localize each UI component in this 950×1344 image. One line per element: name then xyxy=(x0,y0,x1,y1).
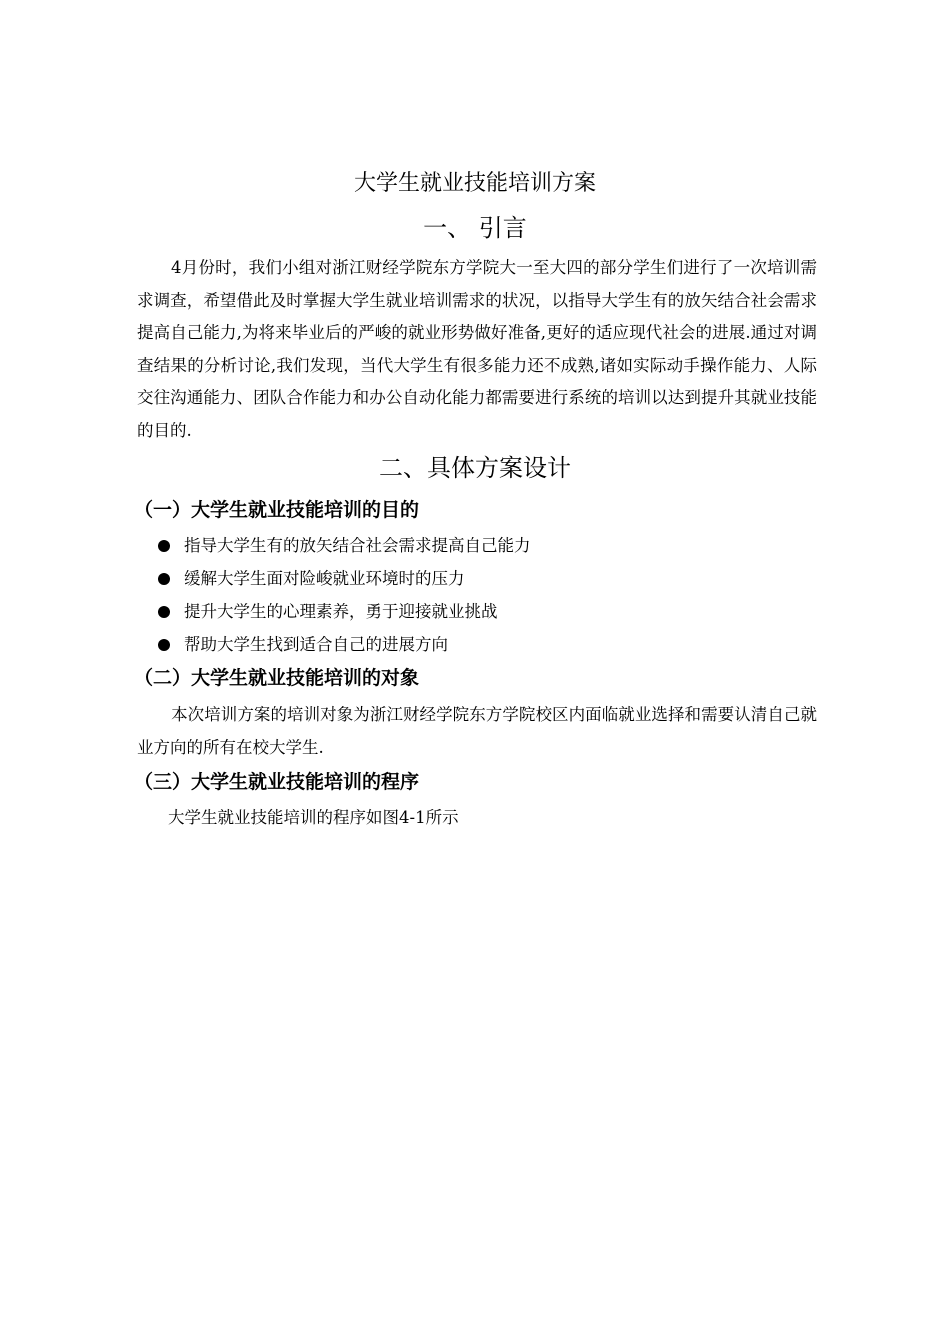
subheading-procedure: （三）大学生就业技能培训的程序 xyxy=(134,771,420,793)
section-heading-introduction: 一、 引言 xyxy=(423,214,527,242)
bullet-icon xyxy=(158,639,170,651)
bullet-text: 帮助大学生找到适合自己的进展方向 xyxy=(184,635,448,654)
list-item xyxy=(158,531,531,564)
introduction-paragraph xyxy=(137,252,817,447)
bullet-text: 提升大学生的心理素养，勇于迎接就业挑战 xyxy=(184,602,498,621)
subheading-purpose: （一）大学生就业技能培训的目的 xyxy=(134,499,420,521)
bullet-icon xyxy=(158,573,170,585)
introduction-paragraph-text: 4月份时，我们小组对浙江财经学院东方学院大一至大四的部分学生们进行了一次培训需求调查，希望借此及时掌握大学生就业培训需求的状况，以指导大学生有的放矢结合社会需求提高自己能力,为将来毕业后的严峻的就业形势做好准备,更好的适应现代社会的进展.通过对调查结果的分析讨论,我们发现，当代大学生有很多能力还不成熟,诸如实际动手操作能力、人际交往沟通能力、团队合作能力和办公自动化能力都需要进行系统的培训以达到提升其就业技能的目的. xyxy=(137,258,817,440)
purpose-bullet-list xyxy=(158,531,531,663)
subheading-target: （二）大学生就业技能培训的对象 xyxy=(134,667,420,689)
bullet-text: 指导大学生有的放矢结合社会需求提高自己能力 xyxy=(184,536,531,555)
procedure-text: 大学生就业技能培训的程序如图4-1所示 xyxy=(168,808,459,827)
section-heading-plan-design: 二、具体方案设计 xyxy=(379,454,571,482)
list-item xyxy=(158,597,531,630)
bullet-icon xyxy=(158,606,170,618)
list-item xyxy=(158,630,531,663)
list-item xyxy=(158,564,531,597)
target-paragraph-text: 本次培训方案的培训对象为浙江财经学院东方学院校区内面临就业选择和需要认清自己就业方向的所有在校大学生. xyxy=(137,705,817,757)
target-paragraph xyxy=(137,699,817,764)
document-title: 大学生就业技能培训方案 xyxy=(353,171,596,196)
bullet-icon xyxy=(158,540,170,552)
bullet-text: 缓解大学生面对险峻就业环境时的压力 xyxy=(184,569,465,588)
